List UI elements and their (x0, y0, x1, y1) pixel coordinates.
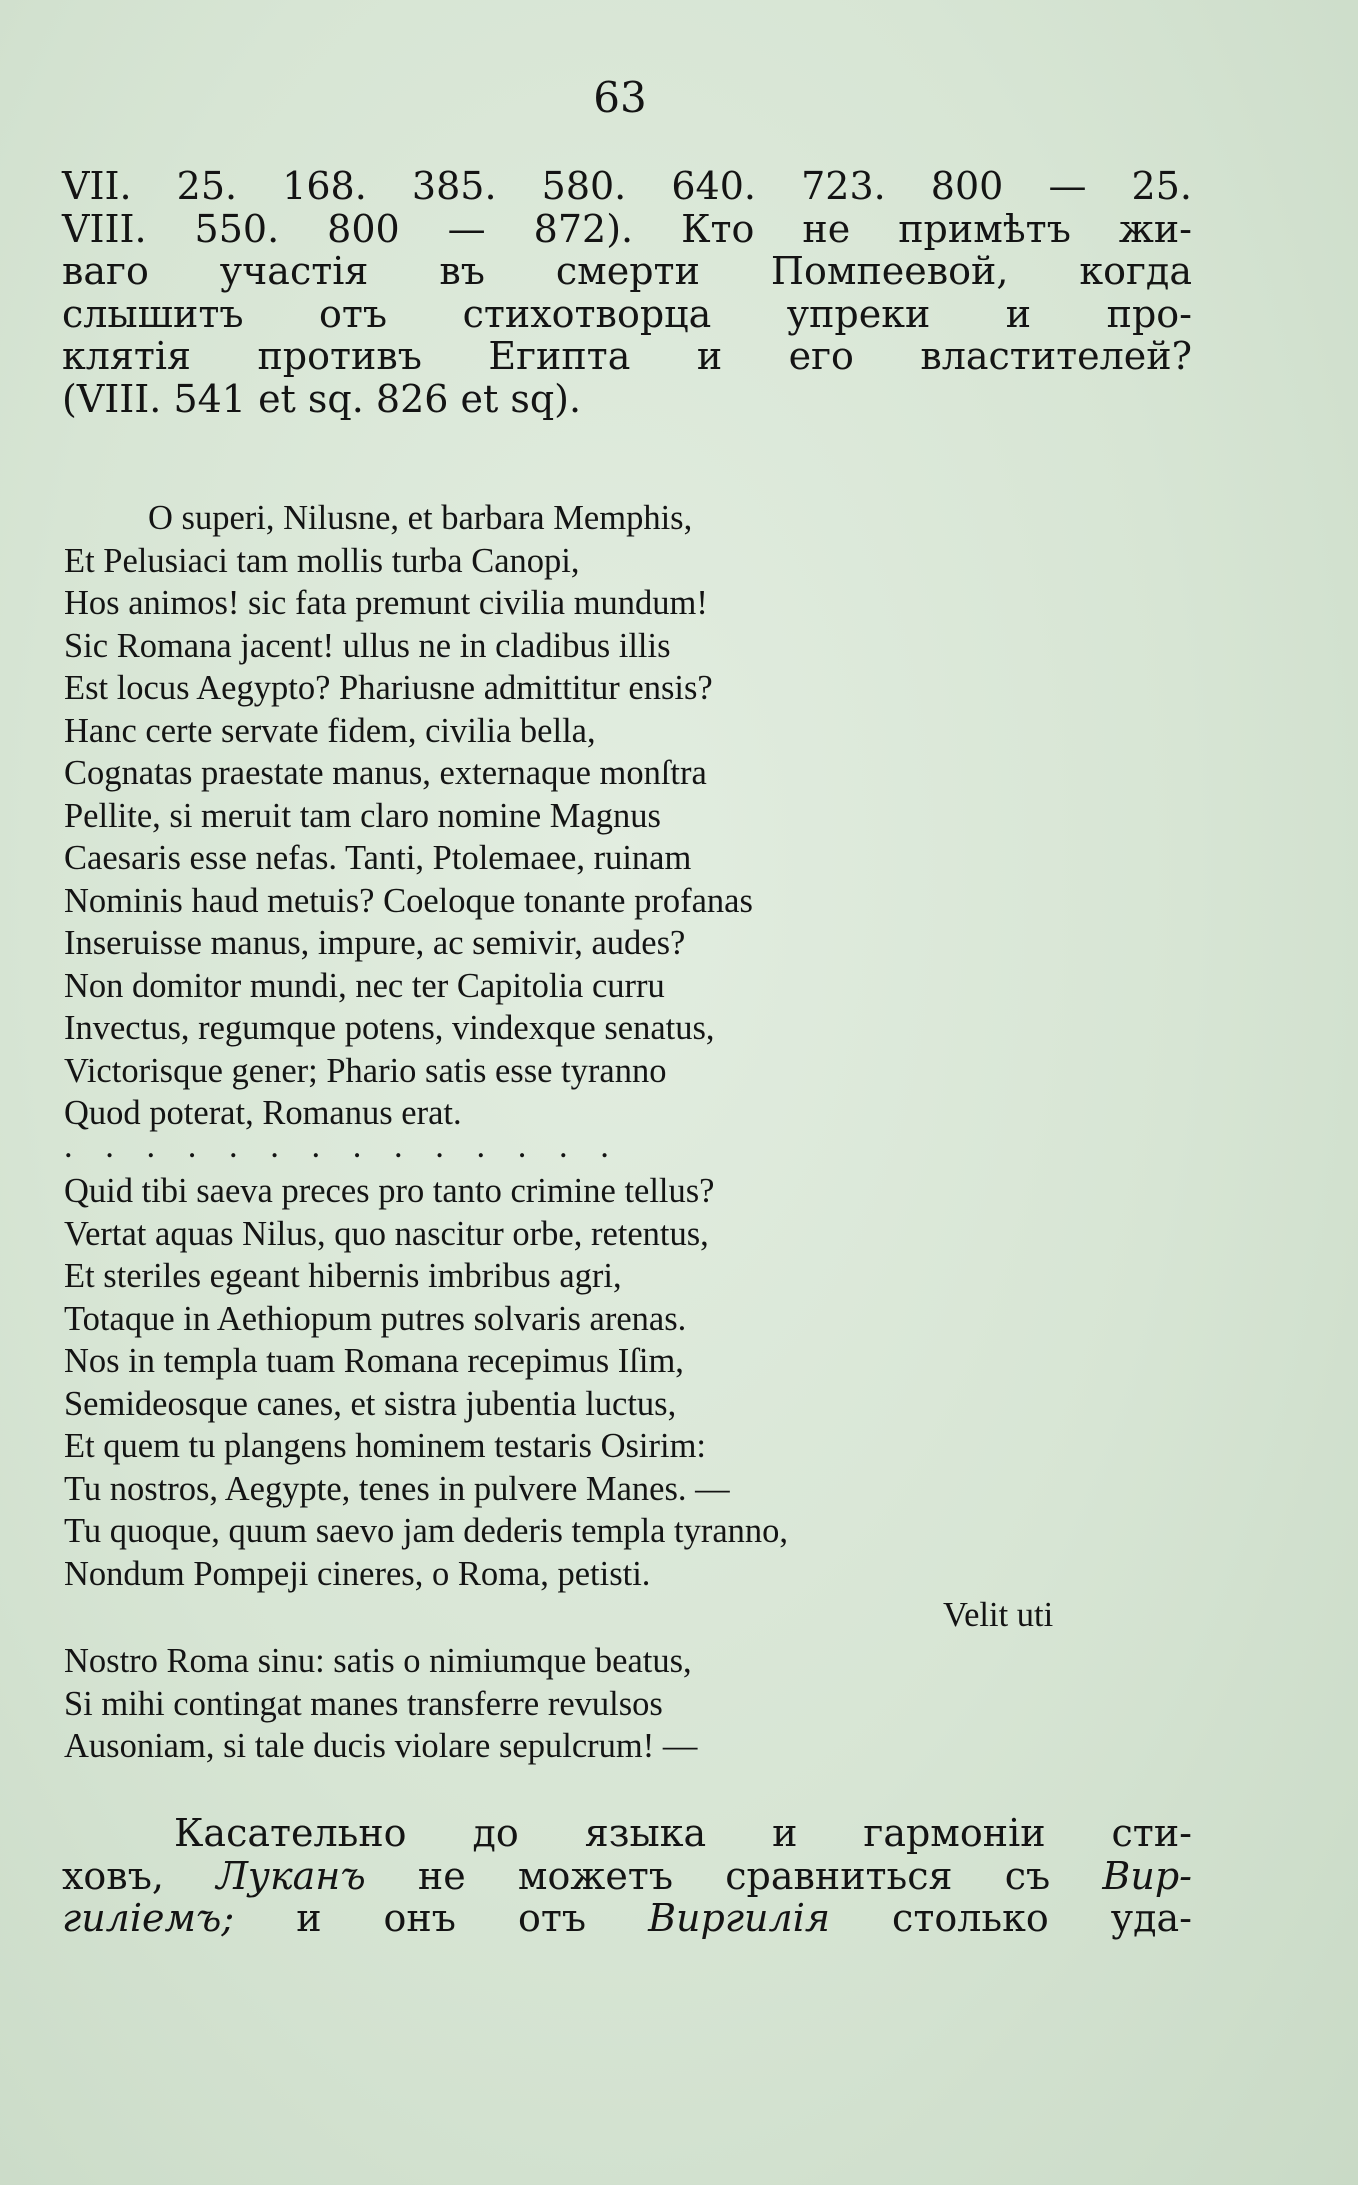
verse-block-1 (64, 497, 1164, 1135)
prose-line: VII. 25. 168. 385. 580. 640. 723. 800 — 25. (62, 164, 1192, 208)
prose-paragraph-bottom (62, 1812, 1192, 1940)
prose-line: Касательно до языка и гармоніи сти- (174, 1811, 1192, 1855)
verse-block-2 (64, 1170, 1164, 1595)
verse-line: Hanc certe servate fidem, civilia bella, (64, 711, 596, 750)
verse-line: Inseruisse manus, impure, ac semivir, audes? (64, 924, 686, 962)
prose-paragraph-top (62, 165, 1192, 420)
verse-line: Non domitor mundi, nec ter Capitolia curru (64, 966, 665, 1005)
prose-text: не можетъ сравниться съ (365, 1853, 1103, 1898)
verse-line: Totaque in Aethiopum putres solvaris arenas. (64, 1299, 687, 1338)
verse-line: Ausoniam, si tale ducis violare sepulcrum! — (64, 1727, 698, 1765)
prose-line (62, 1855, 1192, 1898)
verse-line: Et Pelusiaci tam mollis turba Canopi, (64, 541, 580, 580)
author-name-virgil: Виргилія (648, 1896, 831, 1940)
verse-line: Quid tibi saeva preces pro tanto crimine tellus? (64, 1172, 715, 1210)
prose-text: ховъ, (62, 1853, 217, 1898)
verse-line: Cognatas praestate manus, externaque monſtra (64, 754, 707, 792)
verse-line: Si mihi contingat manes transferre revulsos (64, 1684, 663, 1723)
verse-line: Tu nostros, Aegypte, tenes in pulvere Manes. — (64, 1469, 730, 1508)
verse-line: Est locus Aegypto? Phariusne admittitur ensis? (64, 669, 713, 707)
verse-line: Semideosque canes, et sistra jubentia luctus, (64, 1384, 677, 1423)
verse-line: O superi, Nilusne, et barbara Memphis, (148, 499, 693, 537)
verse-block-3 (64, 1640, 1164, 1768)
verse-line: Nostro Roma sinu: satis o nimiumque beatus, (64, 1642, 692, 1680)
page-number: 63 (593, 73, 647, 122)
ellipsis-dots: . . . . . . . . . . . . . . (64, 1127, 621, 1165)
prose-text: и онъ отъ (234, 1896, 649, 1940)
verse-line: Invectus, regumque potens, vindexque senatus, (64, 1009, 715, 1047)
prose-line: слышитъ отъ стихотворца упреки и про- (62, 291, 1192, 336)
verse-line: Nominis haud metuis? Coeloque tonante profanas (64, 881, 753, 920)
verse-line: Pellite, si meruit tam claro nomine Magnus (64, 796, 661, 835)
verse-line: Hos animos! sic fata premunt civilia mundum! (64, 584, 708, 622)
verse-right-fragment: Velit uti (943, 1596, 1054, 1634)
verse-line: Nondum Pompeji cineres, o Roma, petisti. (64, 1554, 651, 1593)
verse-line: Tu quoque, quum saevo jam dederis templa tyranno, (64, 1512, 789, 1550)
author-name-virgil: Вир- (1102, 1853, 1192, 1898)
author-name-virgil: гиліемъ; (62, 1896, 235, 1940)
prose-line: клятія противъ Египта и его властителей? (62, 334, 1192, 378)
verse-line: Victorisque gener; Phario satis esse tyranno (64, 1051, 667, 1090)
verse-line: Et quem tu plangens hominem testaris Osirim: (64, 1427, 706, 1465)
prose-line: ваго участія въ смерти Помпеевой, когда (62, 249, 1192, 293)
prose-line: (VIII. 541 et sq. 826 et sq). (62, 376, 582, 421)
author-name-lucan: Луканъ (216, 1853, 366, 1898)
verse-line: Nos in templa tuam Romana recepimus Iſim, (64, 1342, 684, 1380)
verse-line: Quod poterat, Romanus erat. (64, 1094, 462, 1132)
prose-text: столько уда- (830, 1896, 1192, 1940)
verse-line: Caesaris esse nefas. Tanti, Ptolemaee, ruinam (64, 839, 692, 877)
prose-line: VIII. 550. 800 — 872). Кто не примѣтъ жи- (62, 206, 1192, 251)
verse-line: Sic Romana jacent! ullus ne in cladibus illis (64, 626, 671, 665)
verse-line: Et steriles egeant hibernis imbribus agri, (64, 1257, 622, 1295)
verse-line: Vertat aquas Nilus, quo nascitur orbe, retentus, (64, 1214, 709, 1253)
prose-line (62, 1897, 1192, 1940)
